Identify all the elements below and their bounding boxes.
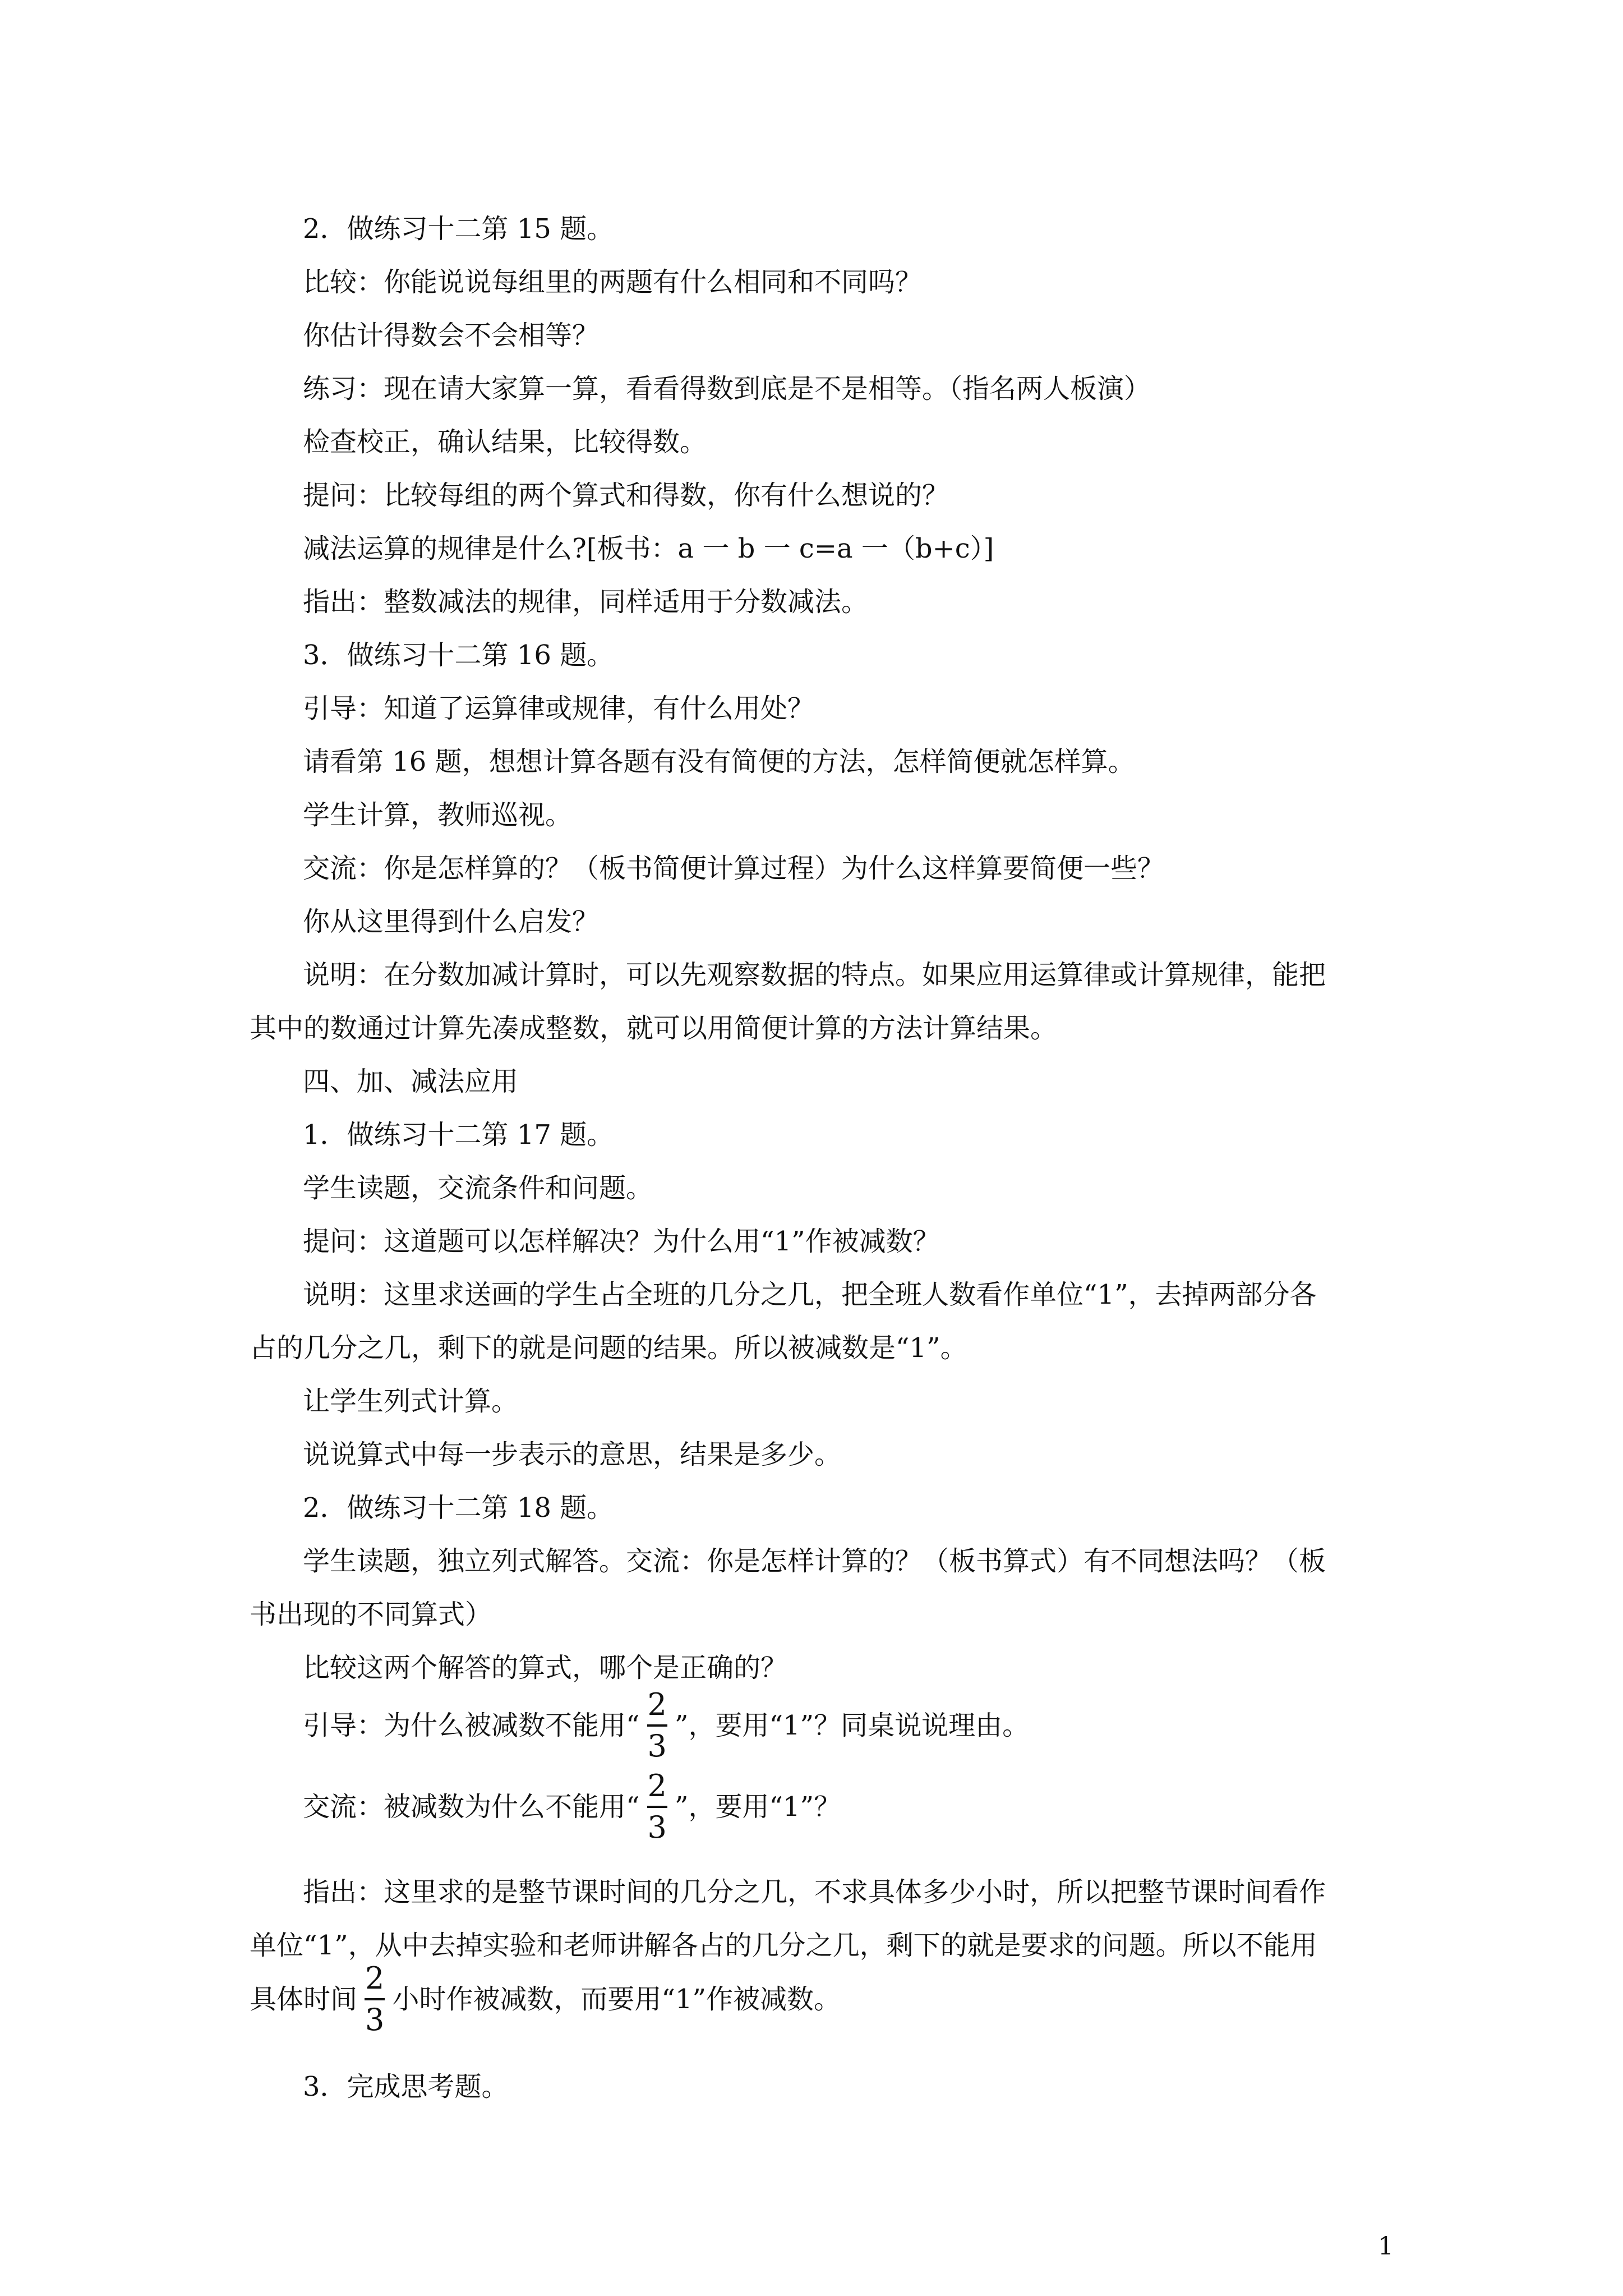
text-line-5: 检查校正，确认结果，比较得数。 (303, 426, 707, 458)
text-line-31: 指出：这里求的是整节课时间的几分之几，不求具体多少小时，所以把整节课时间看作 (303, 1876, 1326, 1908)
text-line-20: 提问：这道题可以怎样解决？为什么用“1”作被减数？ (303, 1226, 940, 1257)
text-line-24: 说说算式中每一步表示的意思，结果是多少。 (303, 1439, 842, 1470)
text-line-22: 占的几分之几，剩下的就是问题的结果。所以被减数是“1”。 (250, 1332, 967, 1364)
fraction-line-3-before: 具体时间 (250, 1984, 358, 2015)
fraction-denominator: 3 (365, 2002, 385, 2037)
fraction-two-thirds (644, 1687, 670, 1764)
fraction-line-1 (303, 1687, 1030, 1764)
text-line-19: 学生读题，交流条件和问题。 (303, 1172, 653, 1204)
fraction-two-thirds (362, 1963, 388, 2035)
fraction-line-2 (303, 1768, 841, 1845)
fraction-line-3-after: 小时作被减数，而要用“1”作被减数。 (392, 1984, 841, 2015)
fraction-denominator: 3 (647, 1810, 667, 1845)
text-line-27: 书出现的不同算式） (250, 1599, 492, 1630)
text-line-10: 引导：知道了运算律或规律，有什么用处？ (303, 693, 815, 724)
text-line-7: 减法运算的规律是什么?[板书：a 一 b 一 c=a 一（b+c）] (303, 533, 994, 564)
text-line-8: 指出：整数减法的规律，同样适用于分数减法。 (303, 586, 869, 618)
fraction-line-2-after: ”，要用“1”？ (674, 1791, 841, 1823)
text-line-23: 让学生列式计算。 (303, 1386, 519, 1417)
fraction-line-2-before: 交流：被减数为什么不能用“ (303, 1791, 640, 1823)
fraction-line-1-before: 引导：为什么被减数不能用“ (303, 1710, 640, 1741)
text-line-18: 1．做练习十二第 17 题。 (303, 1119, 614, 1151)
text-line-last: 3．完成思考题。 (303, 2071, 509, 2102)
page-number: 1 (1378, 2232, 1394, 2261)
text-line-9: 3．做练习十二第 16 题。 (303, 639, 614, 671)
fraction-numerator: 2 (647, 1687, 667, 1722)
text-line-14: 你从这里得到什么启发？ (303, 906, 600, 937)
text-line-3: 你估计得数会不会相等？ (303, 320, 600, 351)
text-line-15: 说明：在分数加减计算时，可以先观察数据的特点。如果应用运算律或计算规律，能把 (303, 959, 1326, 991)
text-line-4: 练习：现在请大家算一算，看看得数到底是不是相等。（指名两人板演） (303, 373, 1151, 404)
text-line-21: 说明：这里求送画的学生占全班的几分之几，把全班人数看作单位“1”，去掉两部分各 (303, 1279, 1317, 1310)
fraction-denominator: 3 (647, 1728, 667, 1764)
fraction-numerator: 2 (365, 1961, 385, 1996)
text-line-26: 学生读题，独立列式解答。交流：你是怎样计算的？（板书算式）有不同想法吗？（板 (303, 1545, 1326, 1577)
text-line-1: 2．做练习十二第 15 题。 (303, 213, 614, 245)
fraction-line-1-after: ”，要用“1”？同桌说说理由。 (674, 1710, 1030, 1741)
fraction-numerator: 2 (647, 1768, 667, 1803)
text-line-28: 比较这两个解答的算式，哪个是正确的？ (303, 1652, 788, 1683)
text-line-2: 比较：你能说说每组里的两题有什么相同和不同吗？ (303, 266, 923, 298)
text-line-25: 2．做练习十二第 18 题。 (303, 1492, 614, 1524)
section-heading: 四、加、减法应用 (303, 1066, 519, 1097)
text-line-12: 学生计算，教师巡视。 (303, 799, 573, 831)
text-line-6: 提问：比较每组的两个算式和得数，你有什么想说的？ (303, 480, 949, 511)
text-line-13: 交流：你是怎样算的？（板书简便计算过程）为什么这样算要简便一些？ (303, 853, 1165, 884)
fraction-line-3 (250, 1963, 841, 2035)
text-line-11: 请看第 16 题，想想计算各题有没有简便的方法，怎样简便就怎样算。 (303, 746, 1135, 777)
text-line-16: 其中的数通过计算先凑成整数，就可以用简便计算的方法计算结果。 (250, 1013, 1058, 1044)
fraction-two-thirds (644, 1768, 670, 1845)
text-line-32: 单位“1”，从中去掉实验和老师讲解各占的几分之几，剩下的就是要求的问题。所以不能用 (250, 1930, 1317, 1961)
